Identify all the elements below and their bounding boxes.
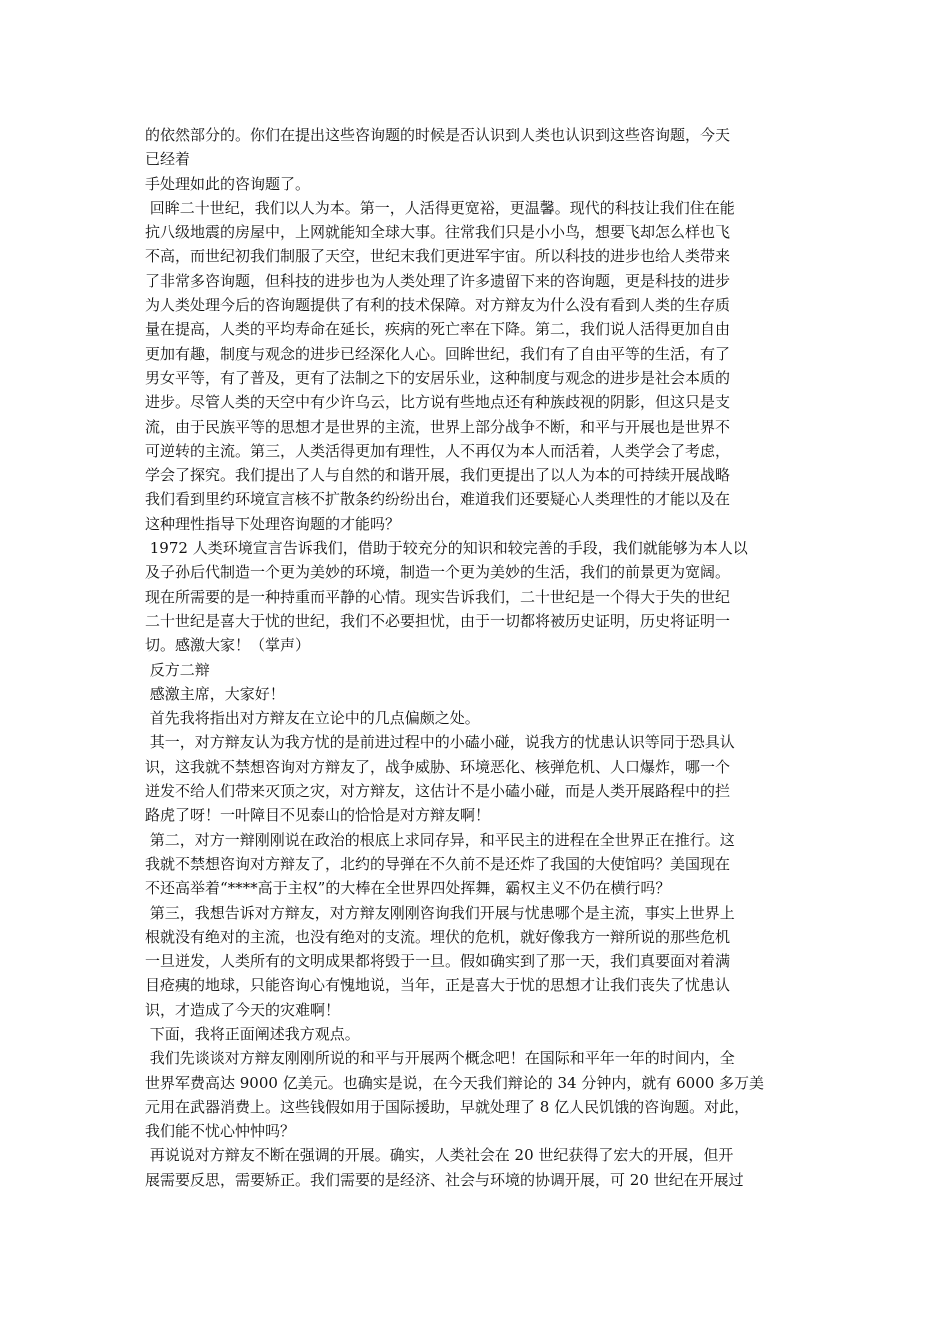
- text-line: 目疮痍的地球，只能咨询心有愧地说，当年，正是喜大于忧的思想才让我们丧失了忧患认: [145, 976, 731, 995]
- text-line: 世界军费高达 9000 亿美元。也确实是说，在今天我们辩论的 34 分钟内，就有 6000 多万美: [145, 1073, 765, 1092]
- text-line: 首先我将指出对方辩友在立论中的几点偏颇之处。: [145, 709, 480, 728]
- text-line: 抗八级地震的房屋中，上网就能知全球大事。往常我们只是小小鸟，想要飞却怎么样也飞: [145, 223, 731, 242]
- text-line: 回眸二十世纪，我们以人为本。第一，人活得更宽裕，更温馨。现代的科技让我们住在能: [145, 198, 735, 217]
- text-line: 可逆转的主流。第三，人类活得更加有理性，人不再仅为本人而活着，人类学会了考虑，: [145, 441, 731, 460]
- text-line: 男女平等，有了普及，更有了法制之下的安居乐业，这种制度与观念的进步是社会本质的: [145, 368, 731, 387]
- text-line: 识，这我就不禁想咨询对方辩友了，战争威胁、环境恶化、核弹危机、人口爆炸，哪一个: [145, 757, 731, 776]
- text-line: 我们看到里约环境宣言核不扩散条约纷纷出台，难道我们还要疑心人类理性的才能以及在: [145, 490, 731, 509]
- text-line: 手处理如此的咨询题了。: [145, 174, 311, 193]
- text-line: 现在所需要的是一种持重而平静的心情。现实告诉我们，二十世纪是一个得大于失的世纪: [145, 587, 731, 606]
- text-line: 学会了探究。我们提出了人与自然的和谐开展，我们更提出了以人为本的可持续开展战略: [145, 466, 731, 485]
- section-heading: 反方二辩: [145, 660, 210, 679]
- text-line: 不高，而世纪初我们制服了天空，世纪末我们更进军宇宙。所以科技的进步也给人类带来: [145, 247, 731, 266]
- text-line: 下面，我将正面阐述我方观点。: [145, 1024, 360, 1043]
- text-line: 的依然部分的。你们在提出这些咨询题的时候是否认识到人类也认识到这些咨询题，今天: [145, 126, 731, 144]
- text-line: 迸发不给人们带来灭顶之灾，对方辩友，这估计不是小磕小碰，而是人类开展路程中的拦: [145, 782, 731, 801]
- text-line: 第三，我想告诉对方辩友，对方辩友刚刚咨询我们开展与忧患哪个是主流，事实上世界上: [145, 903, 735, 922]
- text-line: 我就不禁想咨询对方辩友了，北约的导弹在不久前不是还炸了我国的大使馆吗？美国现在: [145, 854, 731, 873]
- text-line: 第二，对方一辩刚刚说在政治的根底上求同存异，和平民主的进程在全世界正在推行。这: [145, 830, 735, 849]
- text-line: 流，由于民族平等的思想才是世界的主流，世界上部分战争不断，和平与开展也是世界不: [145, 417, 731, 436]
- text-line: 其一，对方辩友认为我方忧的是前进过程中的小磕小碰，说我方的忧患认识等同于恐具认: [145, 733, 735, 752]
- text-line: 再说说对方辩友不断在强调的开展。确实，人类社会在 20 世纪获得了宏大的开展，但开: [145, 1146, 734, 1165]
- text-line: 展需要反思，需要矫正。我们需要的是经济、社会与环境的协调开展，可 20 世纪在开展过: [145, 1170, 744, 1189]
- text-line: 了非常多咨询题，但科技的进步也为人类处理了许多遗留下来的咨询题，更是科技的进步: [145, 271, 731, 290]
- text-line: 感激主席，大家好！: [145, 684, 285, 703]
- document-page: [145, 123, 810, 1192]
- text-line: 进步。尽管人类的天空中有少许乌云，比方说有些地点还有种族歧视的阴影，但这只是支: [145, 393, 731, 412]
- text-line: 路虎了呀！一叶障目不见泰山的恰恰是对方辩友啊！: [145, 806, 491, 825]
- text-line: 元用在武器消费上。这些钱假如用于国际援助，早就处理了 8 亿人民饥饿的咨询题。对此，: [145, 1097, 750, 1116]
- text-line: 不还高举着“****高于主权”的大棒在全世界四处挥舞，霸权主义不仍在横行吗？: [145, 879, 671, 898]
- text-line: 我们能不忧心忡忡吗？: [145, 1122, 296, 1141]
- text-line: 二十世纪是喜大于忧的世纪，我们不必要担忧，由于一切都将被历史证明，历史将证明一: [145, 611, 731, 630]
- text-line: 一旦迸发，人类所有的文明成果都将毁于一旦。假如确实到了那一天，我们真要面对着满: [145, 952, 731, 971]
- text-line: 量在提高，人类的平均寿命在延长，疾病的死亡率在下降。第二，我们说人活得更加自由: [145, 320, 731, 339]
- text-line: 为人类处理今后的咨询题提供了有利的技术保障。对方辩友为什么没有看到人类的生存质: [145, 296, 731, 315]
- text-line: 及子孙后代制造一个更为美妙的环境，制造一个更为美妙的生活，我们的前景更为宽阔。: [145, 563, 731, 582]
- text-line: 根就没有绝对的主流，也没有绝对的支流。埋伏的危机，就好像我方一辩所说的那些危机: [145, 927, 731, 946]
- text-line: 1972 人类环境宣言告诉我们，借助于较充分的知识和较完善的手段，我们就能够为本人以: [145, 539, 748, 558]
- text-line: 这种理性指导下处理咨询题的才能吗？: [145, 514, 401, 533]
- text-line: 识，才造成了今天的灾难啊！: [145, 1000, 341, 1019]
- text-line: 已经着: [145, 150, 191, 169]
- text-line: 更加有趣，制度与观念的进步已经深化人心。回眸世纪，我们有了自由平等的生活，有了: [145, 344, 731, 363]
- text-line: 我们先谈谈对方辩友刚刚所说的和平与开展两个概念吧！在国际和平年一年的时间内，全: [145, 1049, 735, 1068]
- text-line: 切。感激大家！（掌声）: [145, 636, 311, 655]
